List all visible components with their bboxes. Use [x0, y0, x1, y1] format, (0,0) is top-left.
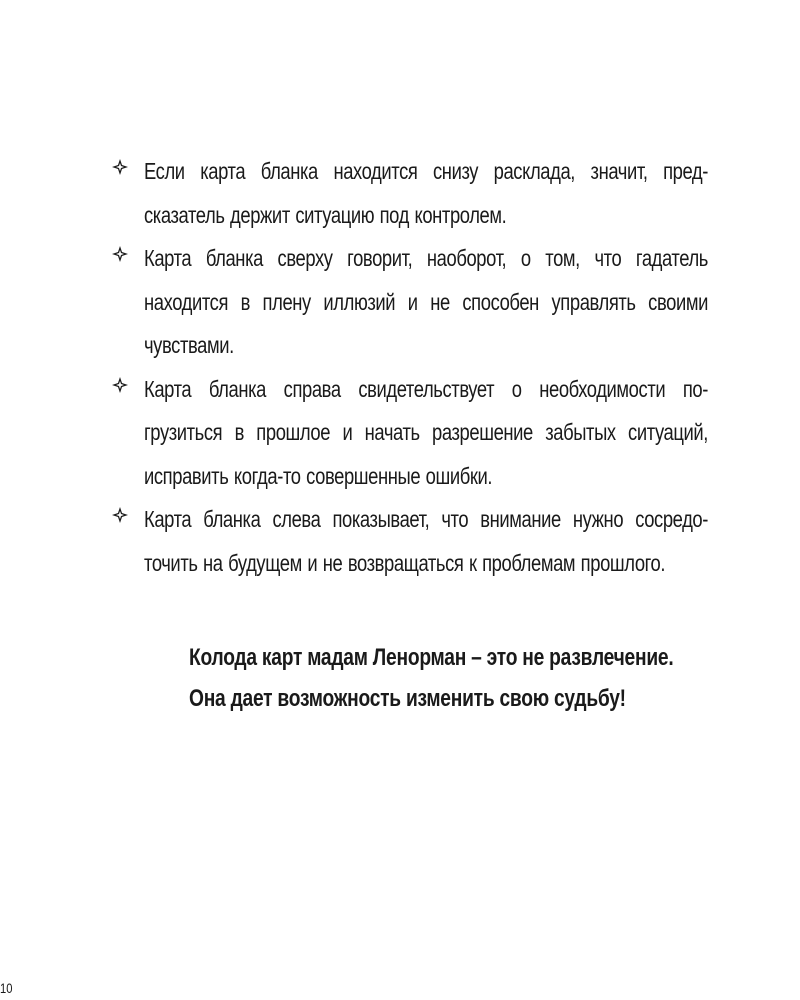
diamond-star-icon: [112, 246, 128, 262]
bullet-text: Карта бланка сверху говорит, наоборот, о том, что гадатель находится в плену иллюзий и не способен управлять своими чувствами.: [144, 245, 708, 358]
closing-line-2: Она дает возможность изменить свою судьбу!: [189, 685, 626, 712]
bullet-text: Карта бланка слева показывает, что внимание нужно сосредо-точить на будущем и не возвращаться к проблемам прошлого.: [144, 506, 708, 576]
list-item: [112, 368, 708, 499]
bullet-list: [112, 150, 708, 585]
list-item: [112, 237, 708, 368]
closing-line-1: Колода карт мадам Ленорман – это не развлечение.: [189, 644, 674, 671]
diamond-star-icon: [112, 159, 128, 175]
bullet-text: Если карта бланка находится снизу расклада, значит, пред-сказатель держит ситуацию под контролем.: [144, 158, 708, 228]
closing-statement: [189, 637, 709, 719]
diamond-star-icon: [112, 507, 128, 523]
page-number: 10: [0, 980, 13, 996]
diamond-star-icon: [112, 377, 128, 393]
list-item: [112, 498, 708, 585]
list-item: [112, 150, 708, 237]
bullet-text: Карта бланка справа свидетельствует о необходимости по-грузиться в прошлое и начать разрешение забытых ситуаций, исправить когда-то совершенные ошибки.: [144, 375, 708, 489]
